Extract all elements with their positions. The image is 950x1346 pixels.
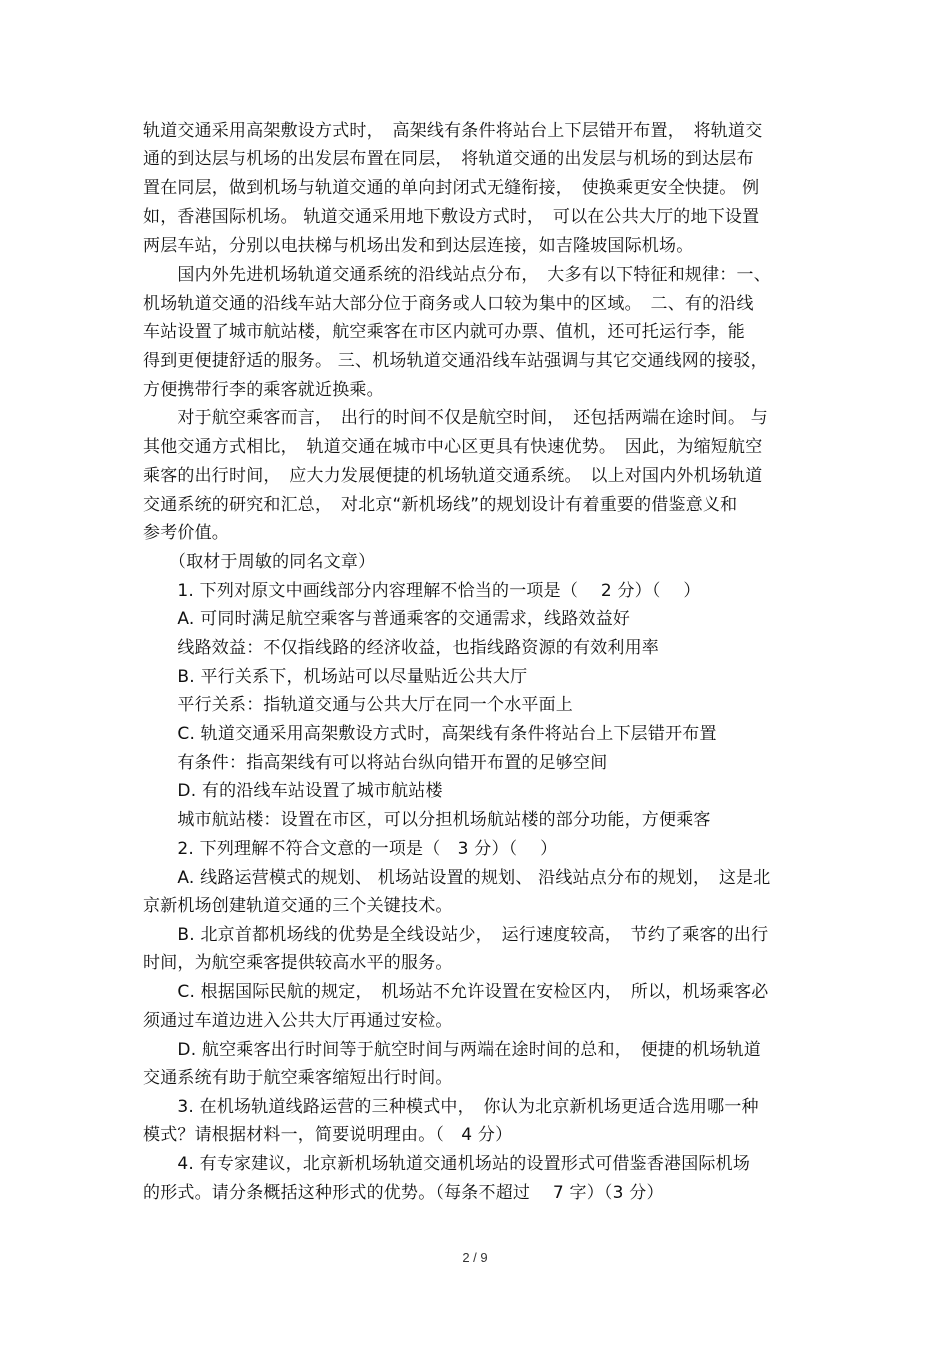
text-line: 参考价值。 (143, 523, 229, 543)
question-1: 1. 下列对原文中画线部分内容理解不恰当的一项是（ 2 分）（ ） (143, 581, 701, 601)
question-2: 2. 下列理解不符合文意的一项是（ 3 分）（ ） (143, 839, 558, 859)
text-line: 国内外先进机场轨道交通系统的沿线站点分布， 大多有以下特征和规律：一、 (143, 265, 771, 285)
option-line: 城市航站楼：设置在市区，可以分担机场航站楼的部分功能，方便乘客 (143, 810, 711, 830)
option-line: 京新机场创建轨道交通的三个关键技术。 (143, 896, 453, 916)
text-line: 模式？请根据材料一，简要说明理由。（ 4 分） (143, 1125, 513, 1145)
text-line: 得到更便捷舒适的服务。 三、机场轨道交通沿线车站强调与其它交通线网的接驳， (143, 351, 768, 371)
text-line: 的形式。请分条概括这种形式的优势。（每条不超过 7 字）（3 分） (143, 1183, 664, 1203)
option-line: B. 北京首都机场线的优势是全线设站少， 运行速度较高， 节约了乘客的出行 (143, 925, 769, 945)
option-line: 时间，为航空乘客提供较高水平的服务。 (143, 953, 453, 973)
text-line: 如，香港国际机场。 轨道交通采用地下敷设方式时， 可以在公共大厅的地下设置 (143, 207, 760, 227)
text-line: 车站设置了城市航站楼，航空乘客在市区内就可办票、值机，还可托运行李，能 (143, 322, 745, 342)
text-line: 轨道交通采用高架敷设方式时， 高架线有条件将站台上下层错开布置， 将轨道交 (143, 121, 763, 141)
option-line: D. 航空乘客出行时间等于航空时间与两端在途时间的总和， 便捷的机场轨道 (143, 1040, 761, 1060)
option-line: 线路效益：不仅指线路的经济收益，也指线路资源的有效利用率 (143, 638, 659, 658)
option-line: C. 根据国际民航的规定， 机场站不允许设置在安检区内， 所以，机场乘客必 (143, 982, 769, 1002)
option-line: C. 轨道交通采用高架敷设方式时，高架线有条件将站台上下层错开布置 (143, 724, 717, 744)
text-line: 置在同层，做到机场与轨道交通的单向封闭式无缝衔接， 使换乘更安全快捷。 例 (143, 178, 760, 198)
text-line: 方便携带行李的乘客就近换乘。 (143, 380, 384, 400)
option-line: 交通系统有助于航空乘客缩短出行时间。 (143, 1068, 453, 1088)
source-attribution: （取材于周敏的同名文章） (143, 552, 376, 572)
option-line: 平行关系：指轨道交通与公共大厅在同一个水平面上 (143, 695, 573, 715)
page-number: 2 / 9 (462, 1250, 488, 1265)
text-line: 机场轨道交通的沿线车站大部分位于商务或人口较为集中的区域。 二、有的沿线 (143, 294, 754, 314)
question-4: 4. 有专家建议，北京新机场轨道交通机场站的设置形式可借鉴香港国际机场 (143, 1154, 751, 1174)
text-line: 通的到达层与机场的出发层布置在同层， 将轨道交通的出发层与机场的到达层布 (143, 149, 754, 169)
text-line: 其他交通方式相比， 轨道交通在城市中心区更具有快速优势。 因此，为缩短航空 (143, 437, 763, 457)
text-line: 乘客的出行时间， 应大力发展便捷的机场轨道交通系统。 以上对国内外机场轨道 (143, 466, 763, 486)
text-line: 两层车站，分别以电扶梯与机场出发和到达层连接，如吉隆坡国际机场。 (143, 236, 694, 256)
text-line: 对于航空乘客而言， 出行的时间不仅是航空时间， 还包括两端在途时间。 与 (143, 408, 769, 428)
text-line: 交通系统的研究和汇总， 对北京“新机场线”的规划设计有着重要的借鉴意义和 (143, 495, 738, 515)
option-line: 须通过车道边进入公共大厅再通过安检。 (143, 1011, 453, 1031)
option-line: 有条件：指高架线有可以将站台纵向错开布置的足够空间 (143, 753, 608, 773)
option-line: A. 可同时满足航空乘客与普通乘客的交通需求，线路效益好 (143, 609, 631, 629)
option-line: D. 有的沿线车站设置了城市航站楼 (143, 781, 443, 801)
option-line: B. 平行关系下，机场站可以尽量贴近公共大厅 (143, 667, 528, 687)
question-3: 3. 在机场轨道线路运营的三种模式中， 你认为北京新机场更适合选用哪一种 (143, 1097, 759, 1117)
option-line: A. 线路运营模式的规划、 机场站设置的规划、 沿线站点分布的规划， 这是北 (143, 868, 771, 888)
